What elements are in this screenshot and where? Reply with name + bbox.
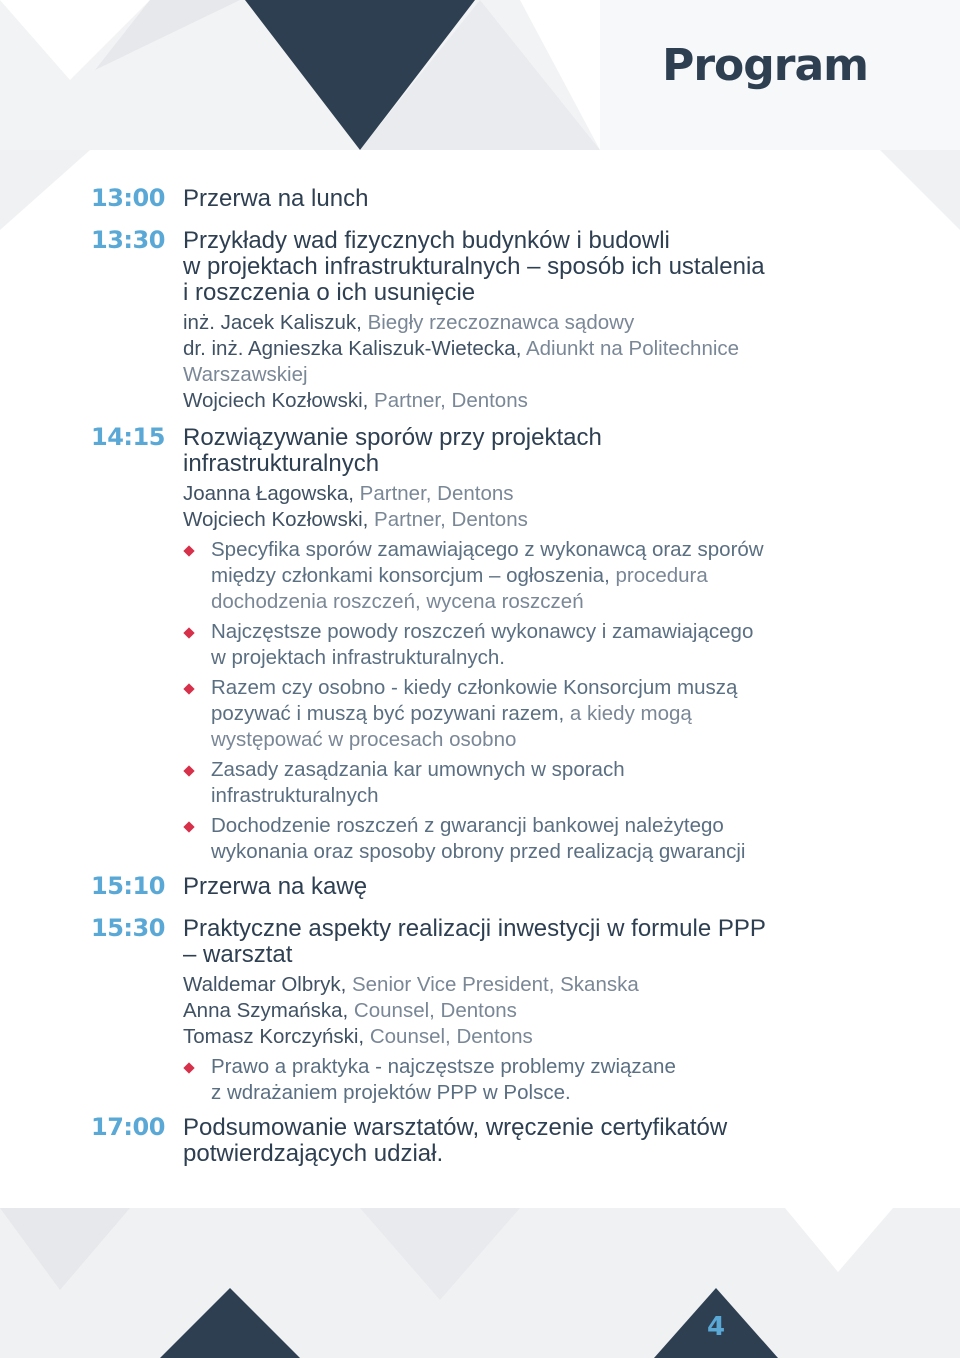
diamond-bullet-icon [183, 765, 194, 776]
speaker [183, 481, 881, 507]
topic-item [183, 757, 881, 809]
diamond-bullet-icon [183, 1062, 194, 1073]
topic-item [183, 619, 881, 671]
topic-line [211, 839, 881, 865]
topic-text-light: występować w procesach osobno [211, 728, 517, 751]
slot-title-line: i roszczenia o ich usunięcie [183, 279, 476, 306]
diamond-bullet-icon [183, 683, 194, 694]
speaker-role: Adiunkt na Politechnice [521, 337, 740, 360]
topic-text-strong: w projektach infrastrukturalnych. [211, 646, 505, 669]
speaker-name: Tomasz Korczyński, [183, 1025, 365, 1048]
speaker-name: dr. inż. Agnieszka Kaliszuk-Wietecka, [183, 337, 522, 360]
speaker [183, 1024, 881, 1050]
slot-time: 15:10 [91, 872, 165, 900]
slot-time: 13:00 [91, 184, 165, 212]
schedule-slot [91, 913, 881, 1110]
topic-text-strong: wykonania oraz sposoby obrony przed realizacją gwarancji [211, 840, 746, 863]
speaker [183, 972, 881, 998]
speaker-name: Wojciech Kozłowski, [183, 389, 369, 412]
speaker-role: Partner, Dentons [353, 482, 514, 505]
slot-content [183, 871, 881, 900]
topic-list [183, 1054, 881, 1106]
topic-line [211, 619, 881, 645]
speaker-name: Waldemar Olbryk, [183, 973, 347, 996]
slot-title-line: potwierdzających udział. [183, 1140, 444, 1167]
topic-line [211, 1054, 881, 1080]
speaker [183, 998, 881, 1024]
topic-item [183, 813, 881, 865]
diamond-bullet-icon [183, 821, 194, 832]
slot-time: 15:30 [91, 914, 165, 942]
slot-title [183, 913, 881, 968]
speaker-role: Counsel, Dentons [364, 1025, 533, 1048]
speaker-list [183, 481, 881, 533]
topic-text-light: dochodzenia roszczeń, wycena roszczeń [211, 590, 584, 613]
topic-line [211, 701, 881, 727]
speaker-role: Counsel, Dentons [348, 999, 517, 1022]
speaker-name: Joanna Łagowska, [183, 482, 354, 505]
topic-text-light: a kiedy mogą [564, 702, 692, 725]
speaker-list [183, 310, 881, 414]
speaker [183, 507, 881, 533]
slot-title-line: Praktyczne aspekty realizacji inwestycji w formule PPP [183, 915, 766, 942]
schedule [91, 183, 881, 1167]
topic-text-strong: z wdrażaniem projektów PPP w Polsce. [211, 1081, 571, 1104]
slot-title-line: infrastrukturalnych [183, 450, 380, 477]
schedule-slot [91, 871, 881, 901]
topic-item [183, 537, 881, 615]
slot-content [183, 913, 881, 1110]
topic-list [183, 537, 881, 865]
speaker [183, 336, 881, 362]
speaker-role: Partner, Dentons [368, 389, 528, 412]
topic-line [211, 727, 881, 753]
topic-line [211, 645, 881, 671]
topic-text-light: procedura [609, 564, 708, 587]
topic-text-strong: Specyfika sporów zamawiającego z wykonawcą oraz sporów [211, 538, 764, 561]
topic-text-strong: Dochodzenie roszczeń z gwarancji bankowej należytego [211, 814, 724, 837]
schedule-slot [91, 183, 881, 213]
topic-line [211, 589, 881, 615]
speaker [183, 388, 881, 414]
slot-title-line: Podsumowanie warsztatów, wręczenie certyfikatów [183, 1114, 728, 1141]
topic-line [211, 563, 881, 589]
schedule-slot [91, 1112, 881, 1167]
page-title: Program [662, 40, 868, 91]
topic-text-strong: Zasady zasądzania kar umownych w sporach [211, 758, 625, 781]
slot-time: 17:00 [91, 1113, 165, 1141]
speaker-role: Senior Vice President, Skanska [346, 973, 639, 996]
topic-line [211, 757, 881, 783]
slot-title-line: Rozwiązywanie sporów przy projektach [183, 424, 602, 451]
slot-title-line: – warsztat [183, 941, 293, 968]
schedule-slot [91, 225, 881, 414]
topic-text-strong: Razem czy osobno - kiedy członkowie Konsorcjum muszą [211, 676, 738, 699]
speaker [183, 362, 881, 388]
topic-line [211, 537, 881, 563]
diamond-bullet-icon [183, 545, 194, 556]
slot-title: Przerwa na lunch [183, 185, 369, 212]
slot-content [183, 1112, 881, 1167]
topic-text-strong: infrastrukturalnych [211, 784, 379, 807]
slot-title [183, 422, 881, 477]
slot-title-line: Przykłady wad fizycznych budynków i budowli [183, 227, 670, 254]
speaker-name: Anna Szymańska, [183, 999, 349, 1022]
slot-time: 14:15 [91, 423, 165, 451]
topic-text-strong: Najczęstsze powody roszczeń wykonawcy i zamawiającego [211, 620, 754, 643]
topic-line [211, 1080, 881, 1106]
topic-text-strong: między członkami konsorcjum – ogłoszenia, [211, 564, 610, 587]
speaker-list [183, 972, 881, 1050]
topic-line [211, 783, 881, 809]
topic-line [211, 675, 881, 701]
slot-time: 13:30 [91, 226, 165, 254]
slot-title-line: w projektach infrastrukturalnych – sposób ich ustalenia [183, 253, 765, 280]
diamond-bullet-icon [183, 627, 194, 638]
slot-title [183, 1112, 881, 1167]
page-number: 4 [706, 1312, 726, 1342]
speaker-name: Wojciech Kozłowski, [183, 508, 369, 531]
topic-text-strong: pozywać i muszą być pozywani razem, [211, 702, 565, 725]
topic-text-strong: Prawo a praktyka - najczęstsze problemy związane [211, 1055, 676, 1078]
speaker [183, 310, 881, 336]
speaker-role: Warszawskiej [183, 363, 308, 386]
slot-title: Przerwa na kawę [183, 873, 368, 900]
speaker-name: inż. Jacek Kaliszuk, [183, 311, 362, 334]
slot-content [183, 225, 881, 414]
schedule-slot [91, 422, 881, 869]
topic-line [211, 813, 881, 839]
topic-item [183, 675, 881, 753]
speaker-role: Biegły rzeczoznawca sądowy [361, 311, 635, 334]
speaker-role: Partner, Dentons [368, 508, 528, 531]
slot-content [183, 422, 881, 869]
slot-content [183, 183, 881, 212]
slot-title [183, 225, 881, 306]
topic-item [183, 1054, 881, 1106]
